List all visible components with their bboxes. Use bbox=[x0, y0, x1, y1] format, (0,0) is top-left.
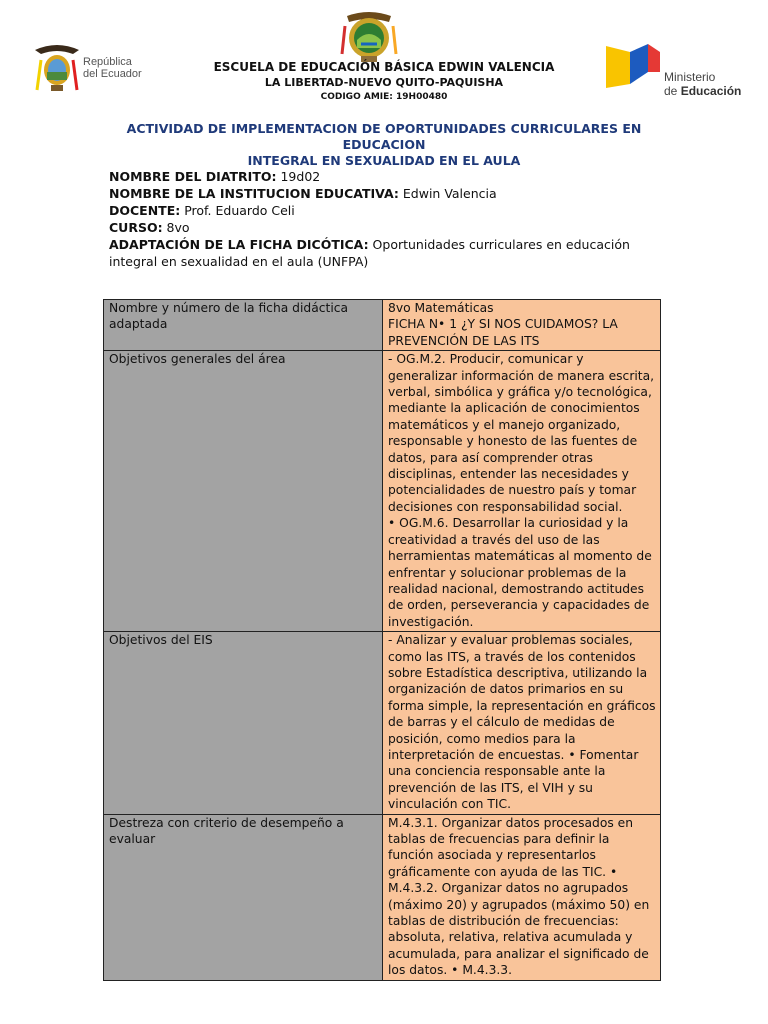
info-label: DOCENTE: bbox=[109, 203, 181, 218]
info-adaptation bbox=[109, 236, 669, 270]
logo-right-bold: Educación bbox=[680, 84, 742, 98]
table-row-content bbox=[383, 632, 661, 814]
info-label: CURSO: bbox=[109, 220, 163, 235]
activity-title bbox=[100, 121, 668, 169]
info-course bbox=[109, 219, 669, 236]
table-cell-paragraph: - Analizar y evaluar problemas sociales, como las ITS, a través de los contenidos sobre Estadística descriptiva, utilizando la organización de datos primarios en su forma simple, la representación en gráficos de barras y el cálculo de medidas de posición, como medios para la interpretación de encuestas. • Fomentar una conciencia responsable ante la prevención de las ITS, el VIH y su vinculación con TIC. bbox=[388, 633, 656, 812]
school-crest-icon bbox=[339, 10, 399, 64]
table-cell-paragraph: 8vo Matemáticas bbox=[388, 301, 494, 315]
info-teacher bbox=[109, 202, 669, 219]
table-row-label: Objetivos del EIS bbox=[104, 632, 383, 814]
table-row bbox=[104, 814, 661, 980]
logo-left-line1: República bbox=[83, 56, 132, 68]
info-value: 8vo bbox=[162, 220, 190, 235]
info-value: Oportunidades curriculares en educación integral en sexualidad en el aula (UNFPA) bbox=[109, 237, 630, 269]
table-row-content bbox=[383, 351, 661, 632]
table-row-label: Destreza con criterio de desempeño a evaluar bbox=[104, 814, 383, 980]
table-row bbox=[104, 351, 661, 632]
table-cell-paragraph: - OG.M.2. Producir, comunicar y generalizar información de manera escrita, verbal, simbólica y gráfica y/o tecnológica, mediante la aplicación de conocimientos matemáticos y el manejo organizado, responsable y honesto de las fuentes de datos, para así comprender otras disciplinas, entender las necesidades y potencialidades de nuestro país y tomar decisiones con responsabilidad social. bbox=[388, 352, 655, 514]
school-crest bbox=[339, 10, 399, 64]
curriculum-table bbox=[103, 299, 661, 981]
table-row-content bbox=[383, 814, 661, 980]
school-code: CODIGO AMIE: 19H00480 bbox=[320, 92, 448, 102]
logo-right-line1: Ministerio bbox=[664, 70, 716, 84]
school-location: LA LIBERTAD-NUEVO QUITO-PAQUISHA bbox=[264, 76, 504, 89]
table-cell-paragraph: • OG.M.6. Desarrollar la curiosidad y la creatividad a través del uso de las herramientas matemáticas al momento de enfrentar y solucionar problemas de la realidad nacional, demostrando actitudes de orden, perseverancia y capacidades de investigación. bbox=[388, 516, 652, 629]
table-row-label: Nombre y número de la ficha didáctica adaptada bbox=[104, 300, 383, 351]
school-name: ESCUELA DE EDUCACIÓN BÁSICA EDWIN VALENCIA bbox=[213, 60, 555, 74]
info-label: NOMBRE DEL DIATRITO: bbox=[109, 169, 277, 184]
info-district bbox=[109, 168, 669, 185]
logo-left-line2: del Ecuador bbox=[83, 68, 142, 80]
info-value: 19d02 bbox=[276, 169, 321, 184]
info-value: Edwin Valencia bbox=[398, 186, 497, 201]
logo-right-prefix: de bbox=[664, 84, 681, 98]
activity-title-line1: ACTIVIDAD DE IMPLEMENTACION DE OPORTUNIDADES CURRICULARES EN EDUCACION bbox=[126, 121, 642, 152]
table-cell-paragraph: FICHA N• 1 ¿Y SI NOS CUIDAMOS? LA PREVENCIÓN DE LAS ITS bbox=[388, 317, 618, 348]
table-row-label: Objetivos generales del área bbox=[104, 351, 383, 632]
info-label: ADAPTACIÓN DE LA FICHA DICÓTICA: bbox=[109, 237, 369, 252]
table-row bbox=[104, 632, 661, 814]
info-block bbox=[109, 168, 669, 270]
table-cell-paragraph: M.4.3.1. Organizar datos procesados en tablas de frecuencias para definir la función asociada y representarlos gráficamente con ayuda de las TIC. • M.4.3.2. Organizar datos no agrupados (máximo 20) y agrupados (máximo 50) en tablas de distribución de frecuencias: absoluta, relativa, relativa acumulada y acumulada, para analizar el significado de los datos. • M.4.3.3. bbox=[388, 815, 650, 978]
activity-title-line2: INTEGRAL EN SEXUALIDAD EN EL AULA bbox=[247, 153, 521, 168]
info-label: NOMBRE DE LA INSTITUCION EDUCATIVA: bbox=[109, 186, 399, 201]
table-row bbox=[104, 300, 661, 351]
table-row-content bbox=[383, 300, 661, 351]
info-institution bbox=[109, 185, 669, 202]
info-value: Prof. Eduardo Celi bbox=[180, 203, 295, 218]
